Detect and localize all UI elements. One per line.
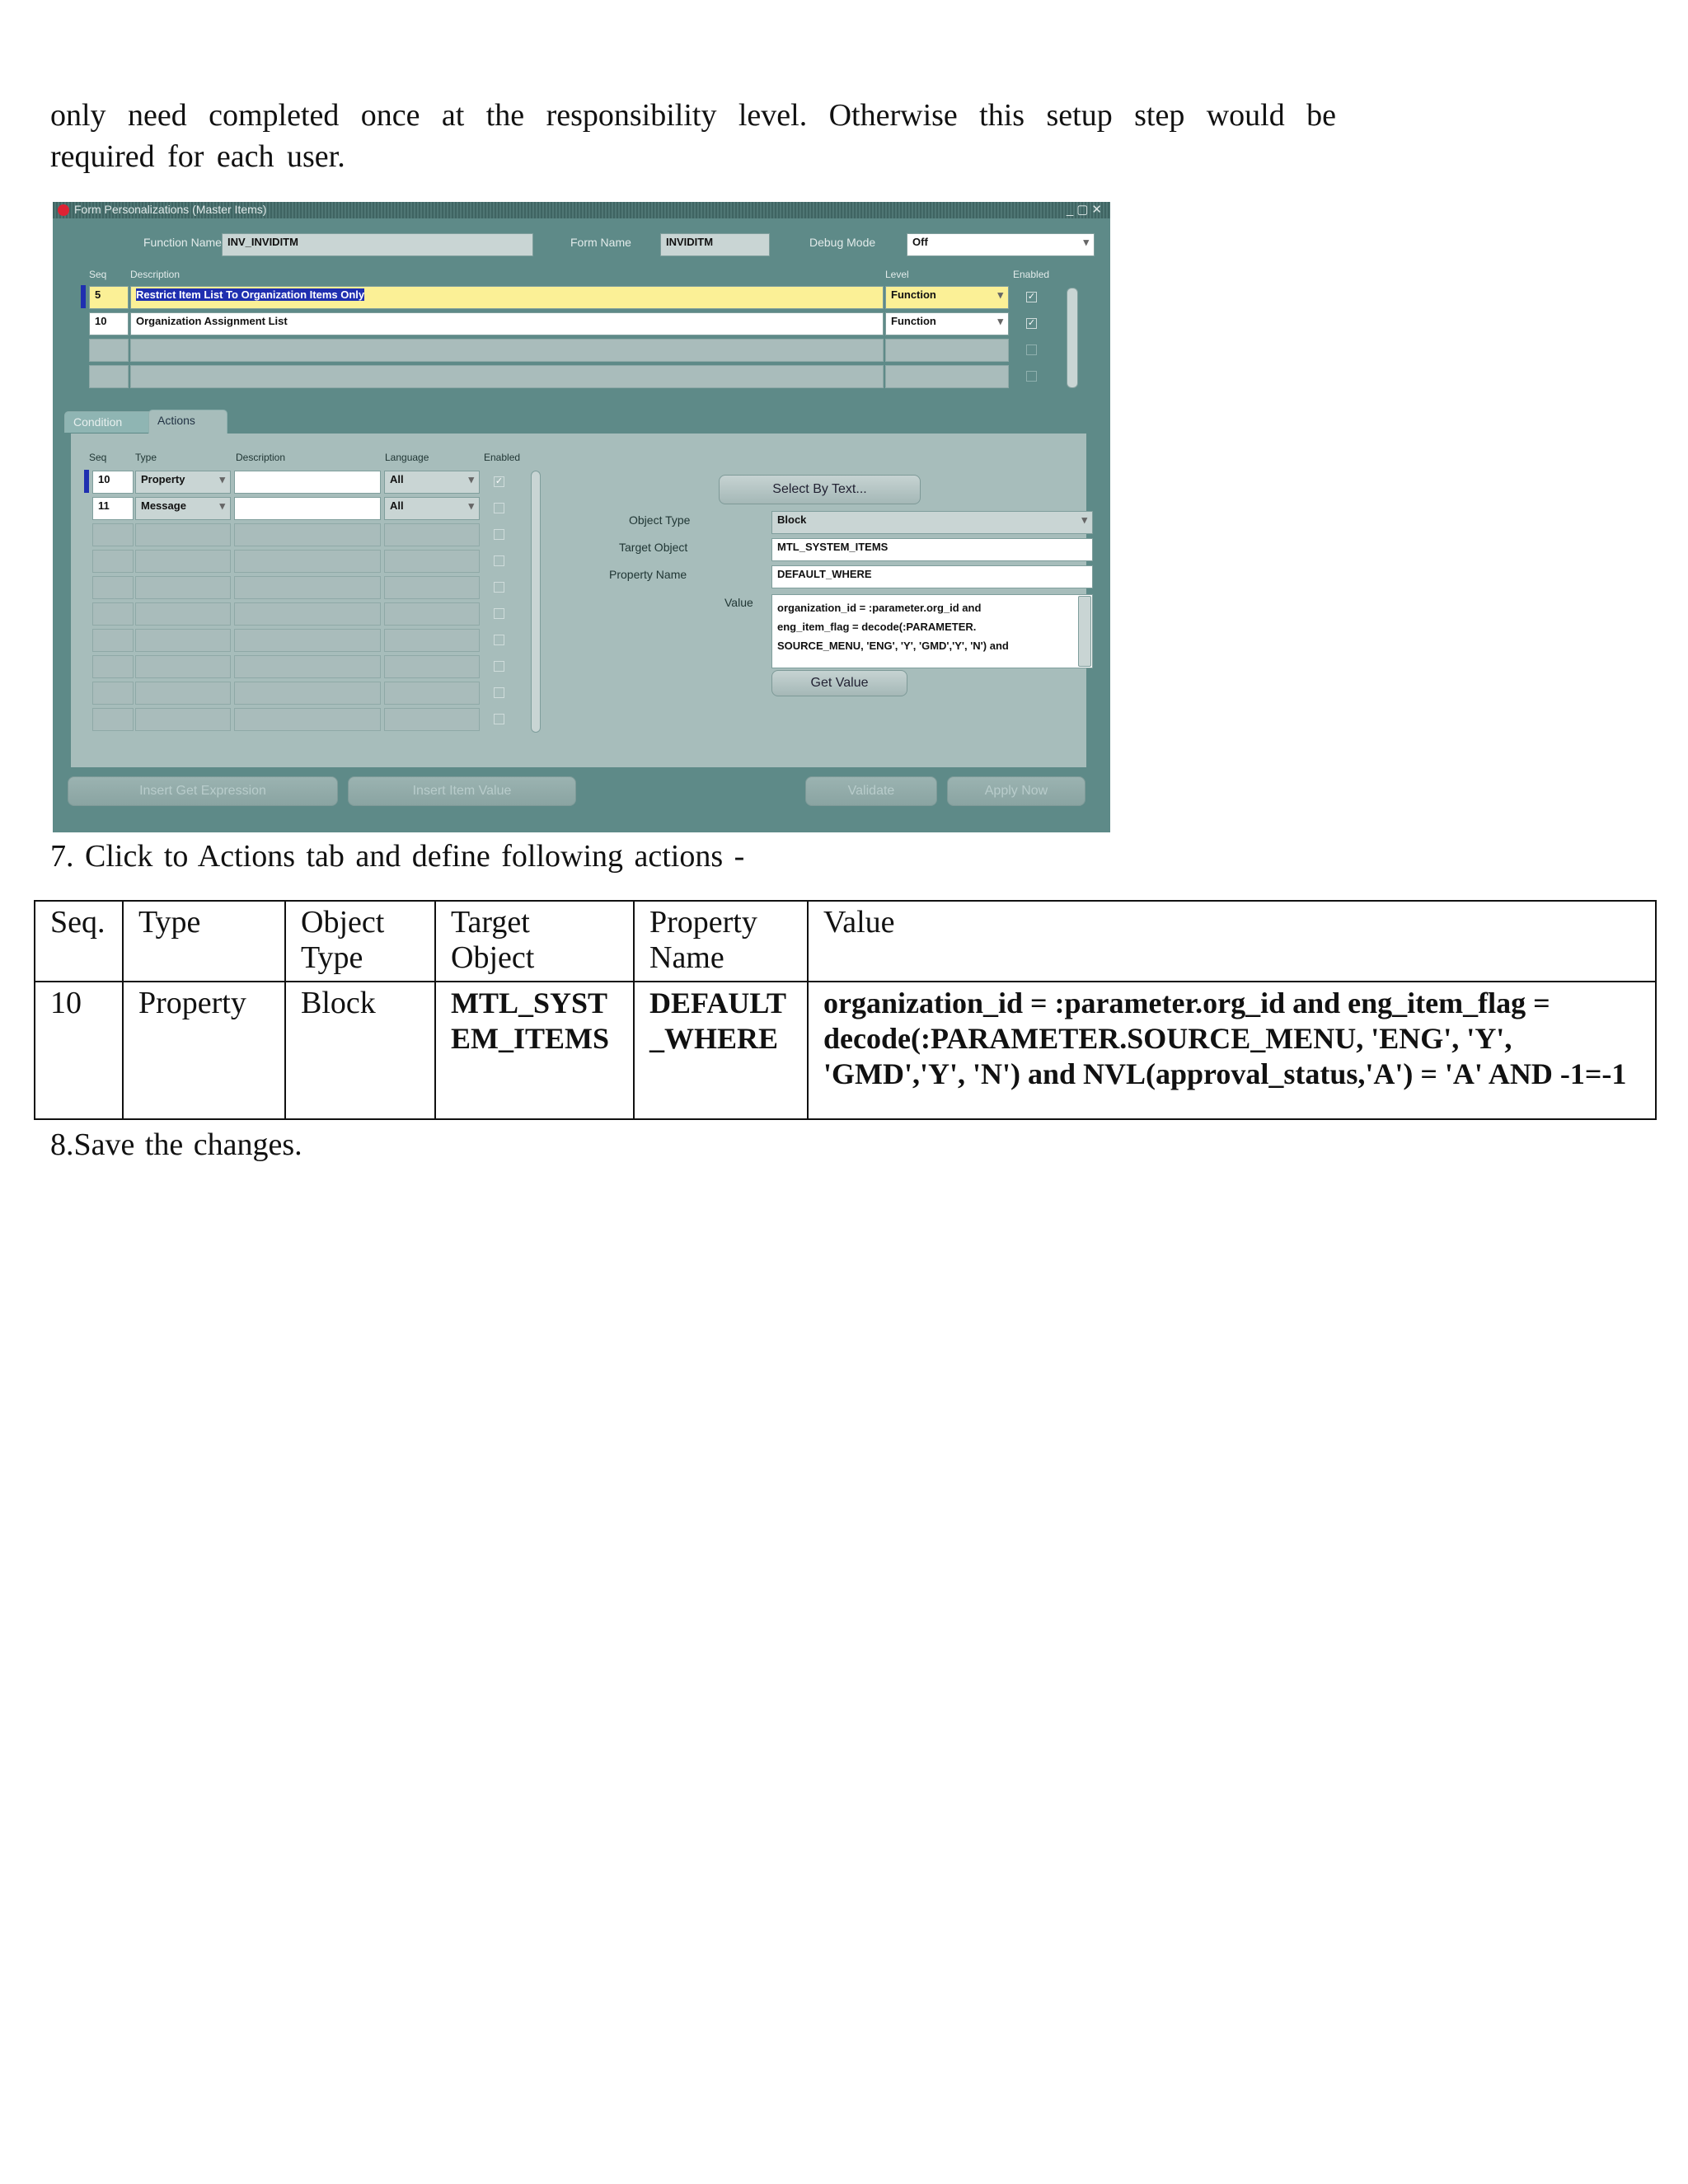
insert-get-expression-button[interactable]: Insert Get Expression <box>68 776 338 806</box>
object-type-cell: Block <box>285 982 435 1119</box>
action-seq-field[interactable] <box>92 682 134 705</box>
value-textarea[interactable] <box>771 594 1093 668</box>
action-language-select[interactable] <box>384 550 480 573</box>
action-language-select[interactable] <box>384 655 480 678</box>
action-type-select[interactable]: Property ▾ <box>135 471 231 494</box>
column-header: Seq. <box>35 901 123 982</box>
debug-mode-label: Debug Mode <box>809 236 876 249</box>
tab-actions[interactable]: Actions <box>148 410 227 434</box>
value-label: Value <box>724 596 753 609</box>
action-description-field[interactable] <box>234 550 381 573</box>
action-enabled-checkbox[interactable] <box>494 608 504 619</box>
rule-enabled-checkbox[interactable]: ✓ <box>1027 318 1036 328</box>
tab-condition[interactable]: Condition <box>64 411 155 433</box>
action-description-field[interactable] <box>234 682 381 705</box>
function-name-field[interactable]: INV_INVIDITM <box>222 233 533 256</box>
object-type-label: Object Type <box>629 513 691 527</box>
property-name-cell: DEFAULT_WHERE <box>634 982 808 1119</box>
step-8-text: 8.Save the changes. <box>50 1127 302 1162</box>
action-type-select[interactable] <box>135 708 231 731</box>
apply-now-button[interactable]: Apply Now <box>947 776 1085 806</box>
action-type-select[interactable] <box>135 602 231 626</box>
action-language-select[interactable] <box>384 682 480 705</box>
action-description-field[interactable] <box>234 602 381 626</box>
action-description-field[interactable] <box>234 576 381 599</box>
get-value-button[interactable]: Get Value <box>771 670 907 696</box>
insert-item-value-button[interactable]: Insert Item Value <box>348 776 576 806</box>
action-language-select[interactable] <box>384 576 480 599</box>
window-controls-icon[interactable]: _▢✕ <box>1066 203 1105 217</box>
action-description-field[interactable] <box>234 471 381 494</box>
table-header-row <box>35 901 1656 982</box>
action-seq-field[interactable]: 11 <box>92 497 134 520</box>
actions-enabled-header: Enabled <box>484 452 521 463</box>
actions-scrollbar[interactable] <box>531 471 541 733</box>
property-name-field[interactable]: DEFAULT_WHERE <box>771 565 1093 588</box>
property-name-label: Property Name <box>609 568 687 581</box>
actions-type-header: Type <box>135 452 157 463</box>
action-enabled-checkbox[interactable] <box>494 503 504 513</box>
value-line: eng_item_flag = decode(:PARAMETER. <box>777 621 977 633</box>
dropdown-arrow-icon[interactable]: ▾ <box>1083 236 1089 248</box>
value-cell: organization_id = :parameter.org_id and eng_item_flag = decode(:PARAMETER.SOURCE_MENU, 'ENG', 'Y', 'GMD','Y', 'N') and NVL(approval_status,'A') = 'A' AND -1=-1 <box>808 982 1656 1119</box>
rules-description-header: Description <box>130 269 181 280</box>
current-record-indicator <box>81 285 86 308</box>
column-header: Object Type <box>285 901 435 982</box>
rule-level-select[interactable]: Function ▾ <box>885 286 1009 309</box>
seq-cell: 10 <box>35 982 123 1119</box>
action-type-select[interactable] <box>135 629 231 652</box>
type-cell: Property <box>123 982 285 1119</box>
action-language-select[interactable] <box>384 602 480 626</box>
rule-enabled-checkbox[interactable] <box>1026 371 1037 382</box>
dropdown-arrow-icon[interactable]: ▾ <box>468 473 474 485</box>
validate-button[interactable]: Validate <box>805 776 937 806</box>
rule-seq-field[interactable]: 10 <box>89 312 129 335</box>
oracle-logo-icon <box>58 204 69 216</box>
rule-seq-field[interactable]: 5 <box>89 286 129 309</box>
object-type-select[interactable]: Block ▾ <box>771 511 1093 534</box>
actions-language-header: Language <box>385 452 429 463</box>
action-description-field[interactable] <box>234 708 381 731</box>
actions-table <box>34 900 1657 1120</box>
action-seq-field[interactable] <box>92 708 134 731</box>
intro-paragraph: only need completed once at the responsibility level. Otherwise this setup step would be required for each user. <box>50 98 1336 174</box>
target-object-label: Target Object <box>619 541 688 554</box>
dropdown-arrow-icon[interactable]: ▾ <box>219 473 225 485</box>
action-language-select[interactable]: All ▾ <box>384 471 480 494</box>
step-7-text: 7. Click to Actions tab and define following actions - <box>50 839 745 874</box>
column-header: Property Name <box>634 901 808 982</box>
rule-enabled-checkbox[interactable] <box>1026 344 1037 355</box>
action-language-select[interactable] <box>384 523 480 546</box>
actions-seq-header: Seq <box>89 452 107 463</box>
function-name-label: Function Name <box>143 236 222 249</box>
form-name-field[interactable]: INVIDITM <box>660 233 770 256</box>
window-title: Form Personalizations (Master Items) <box>74 203 267 216</box>
dropdown-arrow-icon[interactable]: ▾ <box>1081 513 1087 526</box>
target-object-field[interactable]: MTL_SYSTEM_ITEMS <box>771 538 1093 561</box>
action-enabled-checkbox[interactable] <box>494 687 504 698</box>
action-seq-field[interactable] <box>92 523 134 546</box>
action-description-field[interactable] <box>234 629 381 652</box>
value-line: SOURCE_MENU, 'ENG', 'Y', 'GMD','Y', 'N') and <box>777 640 1009 652</box>
value-scrollbar[interactable] <box>1078 596 1091 667</box>
action-enabled-checkbox[interactable] <box>494 714 504 724</box>
rules-scrollbar[interactable] <box>1067 288 1078 388</box>
action-seq-field[interactable] <box>92 550 134 573</box>
action-seq-field[interactable] <box>92 602 134 626</box>
rule-seq-field[interactable] <box>89 339 129 362</box>
rule-description-field[interactable] <box>130 365 884 388</box>
window-title-bar <box>53 202 1110 218</box>
action-enabled-checkbox[interactable]: ✓ <box>495 476 504 486</box>
column-header: Type <box>123 901 285 982</box>
action-seq-field[interactable] <box>92 655 134 678</box>
actions-description-header: Description <box>236 452 286 463</box>
action-enabled-checkbox[interactable] <box>494 555 504 566</box>
dropdown-arrow-icon[interactable]: ▾ <box>997 315 1003 327</box>
action-description-field[interactable] <box>234 523 381 546</box>
action-language-select[interactable] <box>384 629 480 652</box>
action-description-field[interactable] <box>234 497 381 520</box>
current-record-indicator <box>84 470 89 493</box>
target-object-cell: MTL_SYSTEM_ITEMS <box>435 982 634 1119</box>
action-type-select[interactable]: Message ▾ <box>135 497 231 520</box>
debug-mode-select[interactable]: Off ▾ <box>907 233 1095 256</box>
form-name-label: Form Name <box>570 236 631 249</box>
column-header: Value <box>808 901 1656 982</box>
action-type-select[interactable] <box>135 523 231 546</box>
rule-seq-field[interactable] <box>89 365 129 388</box>
rule-level-select[interactable] <box>885 339 1009 362</box>
dropdown-arrow-icon[interactable]: ▾ <box>468 499 474 512</box>
rule-description-field[interactable]: Organization Assignment List <box>130 312 884 335</box>
rule-description-field[interactable]: Restrict Item List To Organization Items Only <box>130 286 884 309</box>
action-enabled-checkbox[interactable] <box>494 635 504 645</box>
rule-enabled-checkbox[interactable]: ✓ <box>1027 292 1036 302</box>
action-type-select[interactable] <box>135 550 231 573</box>
value-line: organization_id = :parameter.org_id and <box>777 602 982 614</box>
action-seq-field[interactable]: 10 <box>92 471 134 494</box>
action-type-select[interactable] <box>135 655 231 678</box>
action-language-select[interactable]: All ▾ <box>384 497 480 520</box>
action-enabled-checkbox[interactable] <box>494 529 504 540</box>
action-seq-field[interactable] <box>92 629 134 652</box>
rule-level-select[interactable] <box>885 365 1009 388</box>
action-enabled-checkbox[interactable] <box>494 582 504 593</box>
form-personalizations-screenshot <box>53 202 1110 832</box>
column-header: Target Object <box>435 901 634 982</box>
select-by-text-button[interactable]: Select By Text... <box>719 475 921 504</box>
action-type-select[interactable] <box>135 682 231 705</box>
action-enabled-checkbox[interactable] <box>494 661 504 672</box>
dropdown-arrow-icon[interactable]: ▾ <box>997 288 1003 301</box>
action-description-field[interactable] <box>234 655 381 678</box>
dropdown-arrow-icon[interactable]: ▾ <box>219 499 225 512</box>
rule-description-field[interactable] <box>130 339 884 362</box>
table-row <box>35 982 1656 1119</box>
rules-seq-header: Seq <box>89 269 107 280</box>
rule-level-select[interactable]: Function ▾ <box>885 312 1009 335</box>
rules-enabled-header: Enabled <box>1013 269 1050 280</box>
rules-level-header: Level <box>885 269 909 280</box>
action-seq-field[interactable] <box>92 576 134 599</box>
action-type-select[interactable] <box>135 576 231 599</box>
action-language-select[interactable] <box>384 708 480 731</box>
